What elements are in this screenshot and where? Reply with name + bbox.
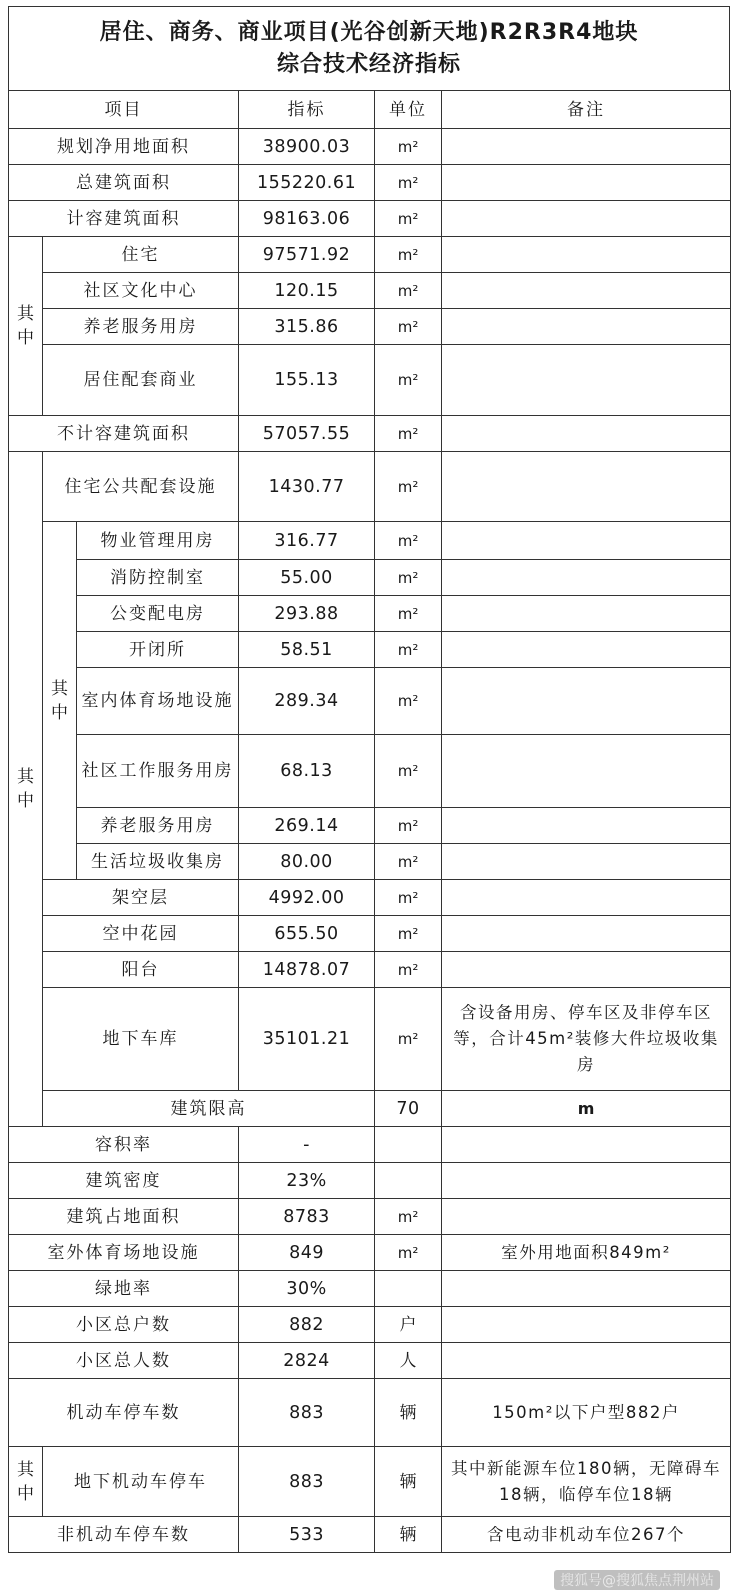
row-unit: m	[442, 1091, 731, 1127]
row-value: 80.00	[239, 844, 375, 880]
row-label: 住宅公共配套设施	[43, 452, 239, 522]
row-unit: 户	[375, 1307, 442, 1343]
table-row	[9, 1163, 731, 1199]
row-label: 建筑限高	[43, 1091, 375, 1127]
row-note	[442, 880, 731, 916]
row-value: 1430.77	[239, 452, 375, 522]
row-unit: m²	[375, 988, 442, 1091]
row-unit	[375, 1271, 442, 1307]
row-value: 155.13	[239, 345, 375, 416]
row-unit: 辆	[375, 1517, 442, 1553]
row-label: 阳台	[43, 952, 239, 988]
row-note: 含电动非机动车位267个	[442, 1517, 731, 1553]
row-note	[442, 596, 731, 632]
table-row	[9, 273, 731, 309]
row-label: 养老服务用房	[43, 309, 239, 345]
row-value: 289.34	[239, 668, 375, 735]
table-row	[9, 1199, 731, 1235]
row-value: 269.14	[239, 808, 375, 844]
header-item: 项目	[9, 91, 239, 129]
row-unit: m²	[375, 808, 442, 844]
row-unit: m²	[375, 165, 442, 201]
table-row	[9, 1517, 731, 1553]
row-unit: m²	[375, 237, 442, 273]
row-unit: 辆	[375, 1447, 442, 1517]
row-note	[442, 522, 731, 560]
row-note	[442, 916, 731, 952]
row-value: 68.13	[239, 735, 375, 808]
row-value: 30%	[239, 1271, 375, 1307]
row-unit: 人	[375, 1343, 442, 1379]
row-label: 室内体育场地设施	[77, 668, 239, 735]
table-row	[9, 1271, 731, 1307]
row-unit: m²	[375, 735, 442, 808]
row-value: 8783	[239, 1199, 375, 1235]
row-label: 非机动车停车数	[9, 1517, 239, 1553]
row-unit: m²	[375, 452, 442, 522]
row-note	[442, 416, 731, 452]
row-label: 地下机动车停车	[43, 1447, 239, 1517]
row-note	[442, 309, 731, 345]
row-unit: m²	[375, 345, 442, 416]
table-row	[9, 560, 731, 596]
row-note	[442, 808, 731, 844]
row-label: 地下车库	[43, 988, 239, 1091]
row-value: 655.50	[239, 916, 375, 952]
row-label: 生活垃圾收集房	[77, 844, 239, 880]
row-value: 57057.55	[239, 416, 375, 452]
row-value: 38900.03	[239, 129, 375, 165]
row-label: 室外体育场地设施	[9, 1235, 239, 1271]
table-row	[9, 1343, 731, 1379]
row-note	[442, 273, 731, 309]
subgroup-label: 其中	[43, 522, 77, 880]
row-note: 150m²以下户型882户	[442, 1379, 731, 1447]
row-value: 120.15	[239, 273, 375, 309]
header-unit: 单位	[375, 91, 442, 129]
group-label: 其中	[9, 237, 43, 416]
row-note	[442, 1307, 731, 1343]
row-label: 机动车停车数	[9, 1379, 239, 1447]
table-row	[9, 522, 731, 560]
row-note	[442, 735, 731, 808]
row-unit: m²	[375, 309, 442, 345]
row-note	[442, 1271, 731, 1307]
header-row	[9, 91, 731, 129]
row-label: 开闭所	[77, 632, 239, 668]
title-line-1: 居住、商务、商业项目(光谷创新天地)R2R3R4地块	[99, 20, 639, 45]
row-value: 849	[239, 1235, 375, 1271]
table-row	[9, 201, 731, 237]
row-unit: m²	[375, 1235, 442, 1271]
row-value: 98163.06	[239, 201, 375, 237]
row-note	[442, 237, 731, 273]
row-unit: m²	[375, 668, 442, 735]
row-unit: m²	[375, 880, 442, 916]
row-label: 建筑密度	[9, 1163, 239, 1199]
row-value: 2824	[239, 1343, 375, 1379]
row-label: 总建筑面积	[9, 165, 239, 201]
row-label: 容积率	[9, 1127, 239, 1163]
table-row	[9, 808, 731, 844]
row-note	[442, 345, 731, 416]
row-value: 533	[239, 1517, 375, 1553]
row-note	[442, 452, 731, 522]
row-unit	[375, 1127, 442, 1163]
row-note	[442, 1127, 731, 1163]
row-note	[442, 668, 731, 735]
row-note	[442, 165, 731, 201]
row-value: 14878.07	[239, 952, 375, 988]
row-value: 882	[239, 1307, 375, 1343]
row-note: 含设备用房、停车区及非停车区等，合计45m²装修大件垃圾收集房	[442, 988, 731, 1091]
row-unit: m²	[375, 129, 442, 165]
table-row	[9, 1235, 731, 1271]
table-row	[9, 416, 731, 452]
table-row	[9, 916, 731, 952]
row-value: 97571.92	[239, 237, 375, 273]
row-value: 316.77	[239, 522, 375, 560]
row-label: 社区工作服务用房	[77, 735, 239, 808]
row-label: 计容建筑面积	[9, 201, 239, 237]
row-label: 消防控制室	[77, 560, 239, 596]
row-note: 其中新能源车位180辆，无障碍车18辆，临停车位18辆	[442, 1447, 731, 1517]
header-value: 指标	[239, 91, 375, 129]
row-unit	[375, 1163, 442, 1199]
row-value: 4992.00	[239, 880, 375, 916]
table-row	[9, 596, 731, 632]
row-value: 883	[239, 1379, 375, 1447]
row-unit: m²	[375, 201, 442, 237]
table-row	[9, 165, 731, 201]
row-note	[442, 560, 731, 596]
row-unit: m²	[375, 952, 442, 988]
row-value: 35101.21	[239, 988, 375, 1091]
row-value: 883	[239, 1447, 375, 1517]
row-value: 315.86	[239, 309, 375, 345]
row-note: 室外用地面积849m²	[442, 1235, 731, 1271]
row-note	[442, 952, 731, 988]
row-note	[442, 844, 731, 880]
table-row	[9, 632, 731, 668]
row-unit: m²	[375, 560, 442, 596]
row-note	[442, 1163, 731, 1199]
row-note	[442, 201, 731, 237]
table-row	[9, 988, 731, 1091]
table-row	[9, 668, 731, 735]
row-label: 空中花园	[43, 916, 239, 952]
row-unit: 辆	[375, 1379, 442, 1447]
row-label: 小区总人数	[9, 1343, 239, 1379]
title-line-2: 综合技术经济指标	[276, 52, 461, 77]
row-value: 70	[375, 1091, 442, 1127]
row-note	[442, 1343, 731, 1379]
row-label: 规划净用地面积	[9, 129, 239, 165]
row-unit: m²	[375, 632, 442, 668]
row-unit: m²	[375, 1199, 442, 1235]
header-note: 备注	[442, 91, 731, 129]
row-label: 住宅	[43, 237, 239, 273]
row-label: 公变配电房	[77, 596, 239, 632]
row-unit: m²	[375, 916, 442, 952]
table-row	[9, 735, 731, 808]
row-unit: m²	[375, 522, 442, 560]
table-title	[8, 6, 730, 90]
row-value: -	[239, 1127, 375, 1163]
row-label: 建筑占地面积	[9, 1199, 239, 1235]
row-value: 55.00	[239, 560, 375, 596]
table-row	[9, 129, 731, 165]
table-row	[9, 1091, 731, 1127]
table-row	[9, 1379, 731, 1447]
table-row	[9, 309, 731, 345]
indicator-table	[8, 90, 731, 1553]
table-row	[9, 880, 731, 916]
row-value: 293.88	[239, 596, 375, 632]
row-note	[442, 1199, 731, 1235]
table-row	[9, 452, 731, 522]
table-row	[9, 1127, 731, 1163]
row-unit: m²	[375, 844, 442, 880]
row-label: 架空层	[43, 880, 239, 916]
row-unit: m²	[375, 596, 442, 632]
table-row	[9, 844, 731, 880]
row-note	[442, 129, 731, 165]
row-value: 23%	[239, 1163, 375, 1199]
group-label: 其中	[9, 1447, 43, 1517]
row-label: 小区总户数	[9, 1307, 239, 1343]
row-label: 物业管理用房	[77, 522, 239, 560]
row-unit: m²	[375, 273, 442, 309]
row-label: 不计容建筑面积	[9, 416, 239, 452]
row-label: 居住配套商业	[43, 345, 239, 416]
table-row	[9, 237, 731, 273]
table-row	[9, 1307, 731, 1343]
indicator-sheet	[8, 6, 730, 1592]
row-label: 社区文化中心	[43, 273, 239, 309]
row-label: 绿地率	[9, 1271, 239, 1307]
table-row	[9, 1447, 731, 1517]
table-row	[9, 952, 731, 988]
table-row	[9, 345, 731, 416]
group-label: 其中	[9, 452, 43, 1127]
watermark: 搜狐号@搜狐焦点荆州站	[554, 1570, 720, 1590]
row-note	[442, 632, 731, 668]
row-unit: m²	[375, 416, 442, 452]
row-value: 58.51	[239, 632, 375, 668]
row-value: 155220.61	[239, 165, 375, 201]
row-label: 养老服务用房	[77, 808, 239, 844]
